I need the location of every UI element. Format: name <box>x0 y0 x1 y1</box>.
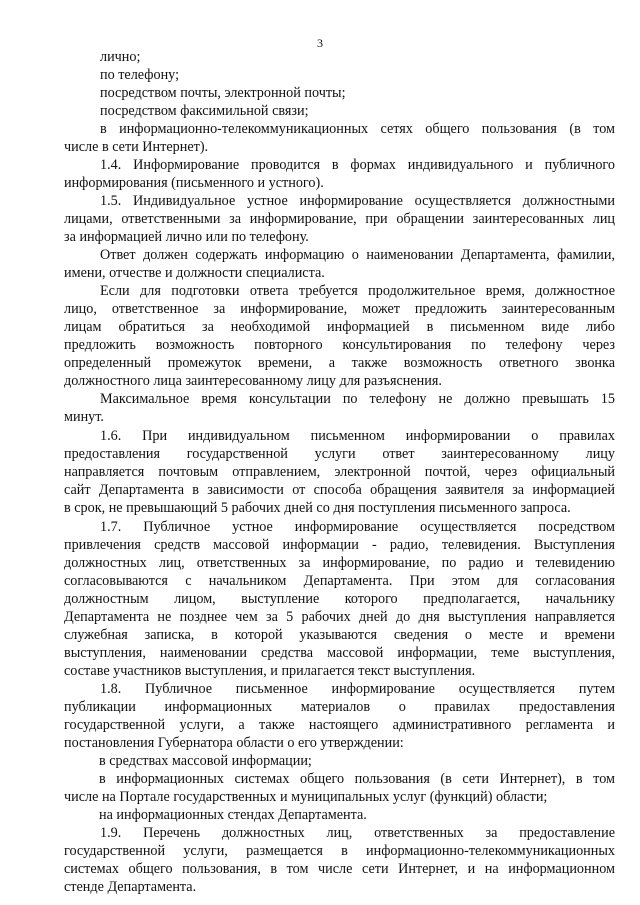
text-line: имени, отчестве и должности специалиста. <box>64 265 325 281</box>
text-line: предложить возможность повторного консультирования по телефону через <box>64 337 615 353</box>
text-line: выступления, наименовании средства массовой информации, теме выступления, <box>64 645 615 661</box>
text-line: посредством факсимильной связи; <box>100 103 309 119</box>
text-line: в срок, не превышающий 5 рабочих дней со дня поступления письменного запроса. <box>64 500 571 516</box>
text-line: должностного лица заинтересованному лицу для разъяснения. <box>64 373 442 389</box>
text-line: определенный промежуток времени, а также возможность ответного звонка <box>64 355 615 371</box>
text-line: сайт Департамента в зависимости от способа обращения заявителя за информацией <box>64 482 615 498</box>
text-line: Максимальное время консультации по телефону не должно превышать 15 <box>100 391 615 407</box>
text-line: за информацией лично или по телефону. <box>64 229 309 245</box>
text-line: составе участников выступления, и прилагается текст выступления. <box>64 663 476 679</box>
text-line: должностным лицом, выступление которого предполагается, начальнику <box>64 591 615 607</box>
text-line: по телефону; <box>100 67 180 83</box>
text-line: привлечения средств массовой информации - радио, телевидения. Выступления <box>64 537 615 553</box>
text-line: Если для подготовки ответа требуется продолжительное время, должностное <box>100 283 615 299</box>
text-line: в информационно-телекоммуникационных сетях общего пользования (в том <box>100 121 615 137</box>
text-line: Департамента не позднее чем за 5 рабочих дней до дня выступления направляется <box>64 609 615 625</box>
text-line: в информационных системах общего пользования (в сети Интернет), в том <box>99 771 615 787</box>
text-line: должностных лиц, ответственных за информирование, по радио и телевидению <box>64 555 615 571</box>
text-line: 1.8. Публичное письменное информирование осуществляется путем <box>100 681 615 697</box>
text-line: лицами, ответственными за информирование, при обращении заинтересованных лиц <box>64 211 615 227</box>
text-line: направляется почтовым отправлением, электронной почтой, через официальный <box>64 464 615 480</box>
text-line: минут. <box>64 409 104 425</box>
text-line: согласовываются с начальником Департамента. При этом для согласования <box>64 573 615 589</box>
text-line: служебная записка, в которой указываются сведения о месте и времени <box>64 627 615 643</box>
text-line: системах общего пользования, в том числе сети Интернет, и на информационном <box>64 861 615 877</box>
page-number: 3 <box>317 36 323 50</box>
text-line: лицо, ответственное за информирование, может предложить заинтересованным <box>64 301 615 317</box>
text-line: информирования (письменного и устного). <box>64 175 324 191</box>
text-line: 1.6. При индивидуальном письменном информировании о правилах <box>100 428 615 444</box>
text-line: 1.7. Публичное устное информирование осуществляется посредством <box>100 519 615 535</box>
text-line: 1.4. Информирование проводится в формах индивидуального и публичного <box>100 157 615 173</box>
text-line: лично; <box>100 49 141 65</box>
text-line: государственной услуги, а также настоящего административного регламента и <box>64 717 615 733</box>
text-line: посредством почты, электронной почты; <box>100 85 346 101</box>
text-line: 1.5. Индивидуальное устное информирование осуществляется должностными <box>100 193 615 209</box>
text-line: постановления Губернатора области о его утверждении: <box>64 735 404 751</box>
text-line: числе на Портале государственных и муниципальных услуг (функций) области; <box>64 789 548 805</box>
text-line: на информационных стендах Департамента. <box>99 807 367 823</box>
text-line: лицам обратиться за необходимой информацией в письменном виде либо <box>64 319 615 335</box>
text-line: 1.9. Перечень должностных лиц, ответственных за предоставление <box>100 825 615 841</box>
text-line: Ответ должен содержать информацию о наименовании Департамента, фамилии, <box>100 247 615 263</box>
text-line: публикации информационных материалов о правилах предоставления <box>64 699 615 715</box>
text-line: числе в сети Интернет). <box>64 139 209 155</box>
text-line: в средствах массовой информации; <box>99 753 312 769</box>
text-line: государственной услуги, размещается в информационно-телекоммуникационных <box>64 843 615 859</box>
text-line: стенде Департамента. <box>64 879 197 895</box>
text-line: предоставления государственной услуги ответ заинтересованному лицу <box>64 446 615 462</box>
